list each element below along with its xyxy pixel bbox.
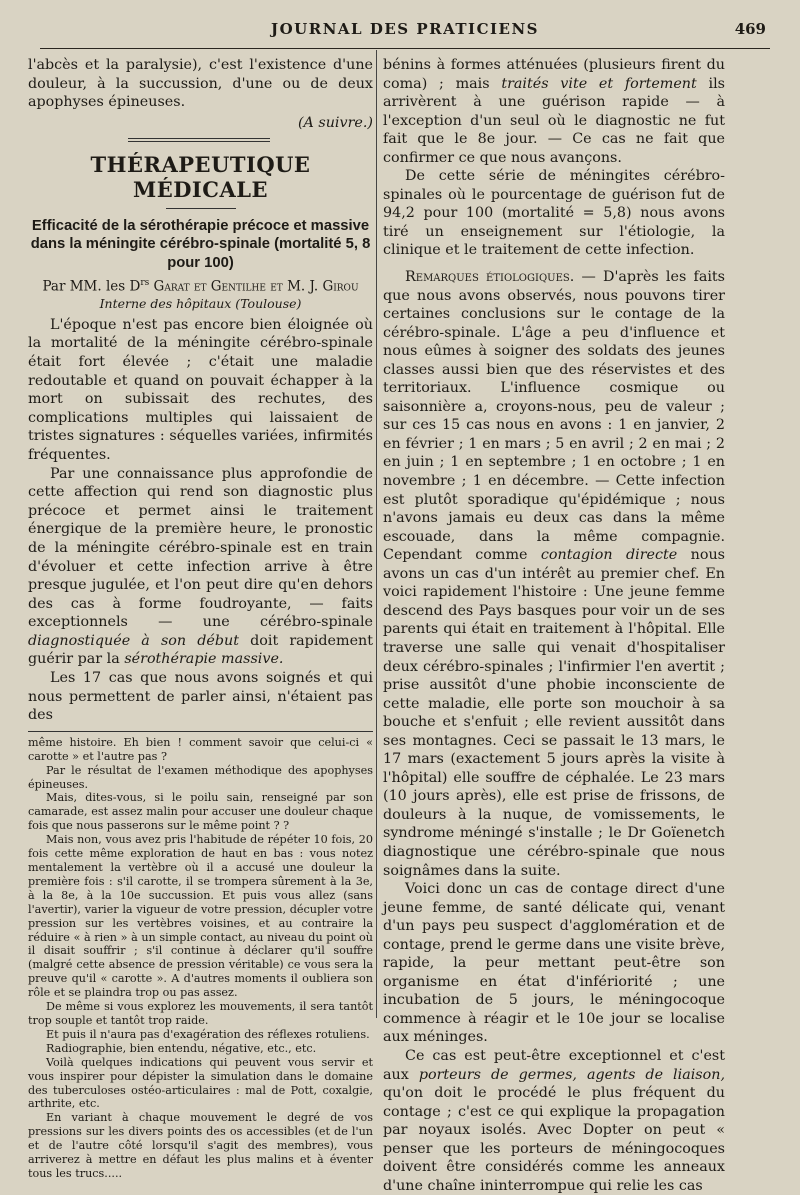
r3-emphasis: contagion directe [540, 547, 678, 564]
r5-text-b: qu'on doit le procédé le plus fréquent du contage ; c'est ce qui explique la propagation par noyaux isolés. Avec Dopter on peut « penser que les porteurs de méningocoques doivent être considérés comme les anneaux d'une chaîne ininterrompue qui relie les cas [383, 1085, 725, 1194]
running-header [40, 14, 770, 49]
r3-text-a: — D'après les faits que nous avons observés, nous pouvons tirer certaines conclusions sur le contage de la cérébro-spinale. L'âge a peu d'influence et nous eûmes à soigner des soldats des jeunes classes aussi bien que des réservistes et des territoriaux. L'influence cosmique ou saisonnière a, croyons-nous, peu de valeur ; sur ces 15 cas nous en avons : 1 en janvier, 2 en février ; 1 en mars ; 5 en avril ; 2 en mai ; 2 en juin ; 1 en septembre ; 1 en octobre ; 1 en novembre ; 1 en décembre. — Cette infection est plutôt sporadique qu'épidémique ; nous n'avons jamais eu deux cas dans la même escouade, dans la même compagnie. Cependant comme [383, 269, 725, 564]
author-affiliation: Interne des hôpitaux (Toulouse) [99, 295, 302, 311]
right-paragraph-5 [383, 1047, 725, 1195]
paragraph-2 [28, 465, 373, 670]
section-title: THÉRAPEUTIQUE MÉDICALE [90, 151, 311, 202]
to-be-continued: (A suivre.) [297, 114, 373, 131]
paragraph-3: Les 17 cas que nous avons soignés et qui nous permettent de parler ainsi, n'étaient pas des [28, 670, 373, 724]
byline-sup: rs [140, 278, 150, 289]
r5-emphasis: porteurs de germes, agents de liaison, [418, 1066, 725, 1083]
footnotes [28, 736, 373, 1181]
right-paragraph-2: De cette série de méningites cérébro-spinales où le pourcentage de guérison fut de 94,2 pour 100 (mortalité = 5,8) nous avons tiré un enseignement sur l'étiologie, la clinique et le traitement de cette infection. [383, 168, 725, 259]
right-paragraph-3 [383, 268, 725, 880]
right-paragraph-4: Voici donc un cas de contage direct d'une jeune femme, de santé délicate qui, venant d'un pays peu suspect d'agglomération et de contage, prend le germe dans une visite brève, rapide, la peur mettant peut-être son organisme en état d'infériorité ; une incubation de 5 jours, le méningocoque commence à réagir et le 10e jour se localise aux méninges. [383, 881, 725, 1046]
byline [28, 275, 373, 296]
r1-text-b: ils arrivèrent à une guérison rapide — à l'exception d'un seul où le diagnostic ne fut fait que le 8e jour. — Ce cas ne fait que confirmer ce que nous avançons. [383, 75, 725, 166]
etiology-heading: Remarques étiologiques. [405, 269, 575, 286]
footnote-line: Radiographie, bien entendu, négative, etc., etc. [46, 1041, 317, 1055]
footnote-line: même histoire. Eh bien ! comment savoir que celui-ci « carotte » et l'autre pas ? [28, 735, 373, 763]
footnote-line: Et puis il n'aura pas d'exagération des réflexes rotuliens. [46, 1027, 370, 1041]
article-title: Efficacité de la sérothérapie précoce et massive dans la méningite cérébro-spinale (mortalité 5, 8 pour 100) [30, 217, 371, 271]
title-rule [166, 208, 236, 209]
footnote-line: Par le résultat de l'examen méthodique des apophyses épineuses. [28, 763, 373, 791]
r1-emphasis: traités vite et fortement [501, 75, 697, 92]
column-divider [376, 50, 377, 1018]
p2-text-b: doit rapidement guérir par la [28, 632, 373, 668]
footnote-rule [28, 731, 373, 732]
p2-emphasis-1: diagnostiquée à son début [28, 632, 239, 649]
footnote-line: Voilà quelques indications qui peuvent vous servir et vous inspirer pour dépister la simulation dans le domaine des tuberculoses ostéo-articulaires : mal de Pott, coxalgie, arthrite, etc. [28, 1055, 373, 1111]
byline-prefix: Par MM. les D [42, 278, 141, 295]
r3-text-b: nous avons un cas d'un intérêt au premier chef. En voici rapidement l'histoire : Une jeune femme descend des Pays basques pour voir un de ses parents qui était en traitement à l'hôpital. Elle traverse une salle qui venait d'hospitaliser deux cérébro-spinales ; l'infirmier l'en avertit ; prise aussitôt d'une phobie inconsciente de cette maladie, elle porte son mouchoir à sa bouche et s'enfuit ; elle revient aussitôt dans ses montagnes. Ceci se passait le 13 mars, le 17 mars (exactement 5 jours après la visite à l'hôpital) elle souffre de céphalée. Le 23 mars (10 jours après), elle est prise de frissons, de douleurs à la nuque, de vomissements, le syndrome méningé s'installe ; le Dr Goïenetch diagnostique une cérébro-spinale que nous soignâmes dans la suite. [383, 547, 725, 879]
p2-emphasis-2: sérothérapie massive. [124, 651, 284, 668]
page-number: 469 [734, 20, 766, 38]
footnote-line: De même si vous explorez les mouvements, il sera tantôt trop souple et tantôt trop raide. [28, 1000, 373, 1027]
r1-text-a: bénins à formes atténuées (plusieurs firent du coma) ; mais [383, 57, 725, 92]
r5-text-a: Ce cas est peut-être exceptionnel et c'est aux [383, 1047, 725, 1083]
paragraph-1: L'époque n'est pas encore bien éloignée où la mortalité de la méningite cérébro-spinale était fort élevée ; c'était une maladie redoutable et quand on pouvait échapper à la mort on subissait des rechutes, des complications multiples qui laissaient de tristes signatures : séquelles variées, infirmités fréquentes. [28, 316, 373, 463]
byline-authors: Garat et Gentilhe et M. J. Girou [153, 278, 359, 295]
footnote-line: En variant à chaque mouvement le degré de vos pressions sur les divers points des os accessibles (et de l'un et de l'autre côté lorsqu'il s'agit des membres), vous arriverez à mettre en défaut les plus malins et à éventer tous les trucs..... [28, 1111, 373, 1180]
double-rule [128, 138, 270, 142]
right-paragraph-1 [383, 56, 725, 167]
left-column [28, 56, 373, 1181]
right-column [383, 56, 725, 1195]
journal-title: JOURNAL DES PRATICIENS [271, 20, 539, 38]
continued-text: l'abcès et la paralysie), c'est l'existence d'une douleur, à la succussion, d'une ou de deux apophyses épineuses. [28, 57, 373, 111]
p2-text-a: Par une connaissance plus approfondie de cette affection qui rend son diagnostic plus précoce et permet ainsi le traitement énergique de la première heure, le pronostic de la méningite cérébro-spinale est en train d'évoluer et cette infection arrive à être presque jugulée, et l'on peut dire qu'en dehors des cas à forme foudroyante, — faits exceptionnels — une cérébro-spinale [28, 465, 373, 631]
footnote-line: Mais non, vous avez pris l'habitude de répéter 10 fois, 20 fois cette même exploration de haut en bas : vous notez mentalement la vertèbre où il a accusé une douleur la première fois : s'il carotte, il se trompera sûrement à la 3e, à la 8e, à la 10e succussion. Et puis vous allez (sans l'avertir), varier la vigueur de votre pression, décupler votre pression sur les vertèbres voisines, et au contraire la réduire « à rien » à un simple contact, au niveau du point où il disait souffrir ; s'il continue à déclarer qu'il souffre (malgré cette absence de pression véritable) ce vous sera la preuve qu'il « carotte ». A d'autres moments il oubliera son rôle et se plaindra trop ou pas assez. [28, 833, 373, 1000]
footnote-line: Mais, dites-vous, si le poilu sain, renseigné par son camarade, est assez malin pour accuser une douleur chaque fois que nous passerons sur le même point ? ? [28, 791, 373, 833]
